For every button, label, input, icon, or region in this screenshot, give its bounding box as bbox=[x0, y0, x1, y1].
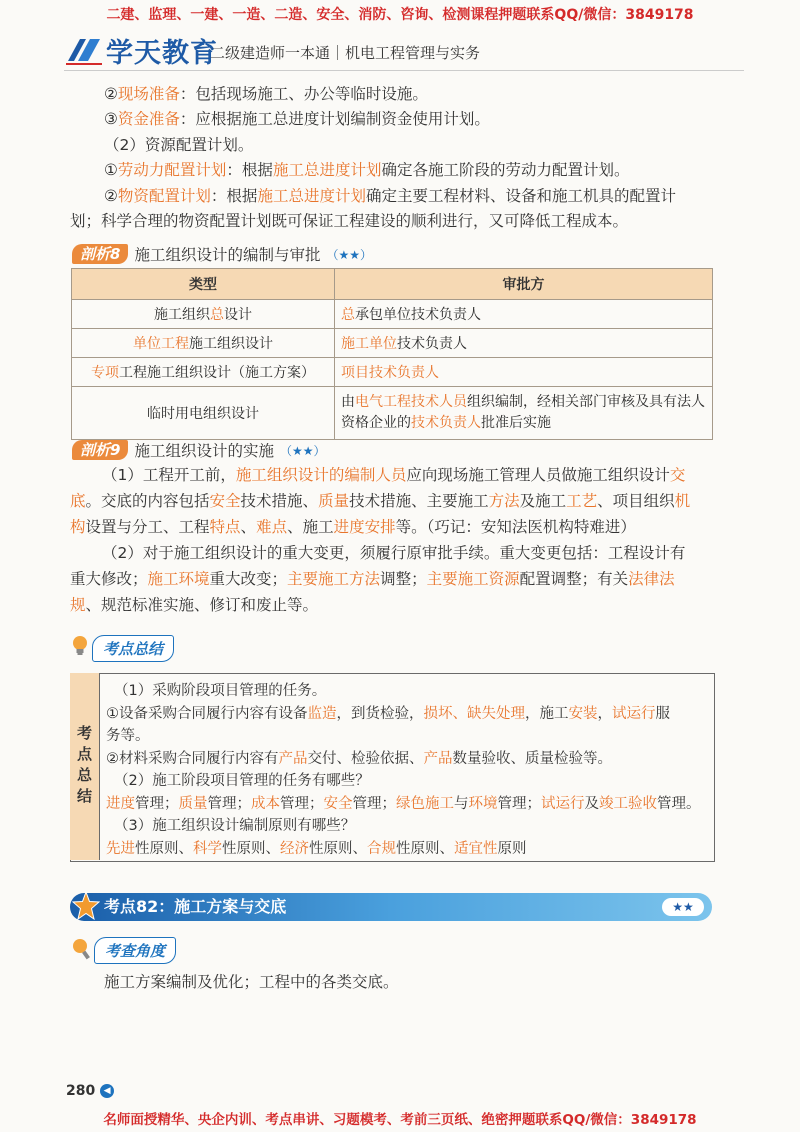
material-plan-line-2: 划；科学合理的物资配置计划既可保证工程建设的顺利进行，又可降低工程成本。 bbox=[70, 212, 629, 230]
table-cell-type: 单位工程施工组织设计 bbox=[72, 329, 335, 358]
table-row bbox=[72, 387, 713, 440]
table-cell-approver: 项目技术负责人 bbox=[335, 358, 713, 387]
arrow-left-icon: ◀ bbox=[100, 1084, 114, 1098]
material-plan-line: ②物资配置计划：根据施工总进度计划确定主要工程材料、设备和施工机具的配置计 bbox=[104, 187, 676, 205]
summary-line: 进度管理；质量管理；成本管理；安全管理；绿色施工与环境管理；试运行及竣工验收管理。 bbox=[106, 795, 701, 812]
lightbulb-icon bbox=[70, 634, 90, 662]
summary-line: （3）施工组织设计编制原则有哪些？ bbox=[114, 818, 356, 834]
approval-table bbox=[71, 268, 713, 440]
summary-line: 先进性原则、科学性原则、经济性原则、合规性原则、适宜性原则 bbox=[106, 840, 527, 857]
header-subtitle: 二级建造师一本通｜机电工程管理与实务 bbox=[210, 44, 481, 62]
table-cell-type: 临时用电组织设计 bbox=[72, 387, 335, 440]
section9-paragraph-1: （1）工程开工前，施工组织设计的编制人员应向现场施工管理人员做施工组织设计交 底。交底的内容包括安全技术措施、质量技术措施、主要施工方法及施工工艺、项目组织机 构设置与分工、工程特点、难点、施工进度安排等。（巧记：安知法医机构特难进） bbox=[70, 466, 691, 536]
keypoint82-title: 考点82：施工方案与交底 bbox=[104, 897, 287, 916]
star-icon bbox=[72, 891, 100, 925]
table-cell-type: 施工组织总设计 bbox=[72, 300, 335, 329]
summary-line: 务等。 bbox=[106, 728, 150, 744]
summary-sidebar bbox=[70, 673, 100, 860]
table-row bbox=[72, 329, 713, 358]
summary-line: （2）施工阶段项目管理的任务有哪些？ bbox=[114, 773, 370, 789]
table-cell-type: 专项工程施工组织设计（施工方案） bbox=[72, 358, 335, 387]
keypoint82-stars: ★★ bbox=[662, 898, 704, 916]
summary-side-char: 考 bbox=[76, 724, 92, 742]
header-divider bbox=[64, 70, 744, 71]
table-header-row bbox=[72, 269, 713, 300]
prep-site-line: ②现场准备：包括现场施工、办公等临时设施。 bbox=[104, 85, 428, 103]
angle-text: 施工方案编制及优化；工程中的各类交底。 bbox=[104, 973, 399, 991]
prep-fund-line: ③资金准备：应根据施工总进度计划编制资金使用计划。 bbox=[104, 110, 490, 128]
section9-heading bbox=[72, 439, 325, 461]
logo-icon bbox=[66, 35, 102, 65]
top-banner: 二建、监理、一建、一造、二造、安全、消防、咨询、检测课程押题联系QQ/微信：3849178 bbox=[106, 7, 694, 23]
summary-side-char: 总 bbox=[76, 766, 92, 784]
logo-text: 学天教育 bbox=[106, 37, 218, 69]
table-cell-approver: 总承包单位技术负责人 bbox=[335, 300, 713, 329]
magnifier-icon bbox=[70, 936, 92, 964]
summary-tag bbox=[70, 634, 174, 662]
summary-line: ①设备采购合同履行内容有设备监造，到货检验，损坏、缺失处理，施工安装，试运行服 bbox=[106, 705, 670, 722]
table-header-approver: 审批方 bbox=[335, 269, 713, 300]
resource-heading: （2）资源配置计划。 bbox=[104, 136, 254, 154]
section8-title: 施工组织设计的编制与审批 bbox=[134, 246, 321, 264]
table-cell-approver: 施工单位技术负责人 bbox=[335, 329, 713, 358]
section9-badge: 剖析9 bbox=[72, 440, 128, 460]
section9-stars: （★★） bbox=[279, 443, 326, 458]
angle-tag-label: 考查角度 bbox=[94, 937, 176, 964]
bottom-banner: 名师面授精华、央企内训、考点串讲、习题模考、考前三页纸、绝密押题联系QQ/微信：3849178 bbox=[103, 1112, 697, 1128]
section8-badge: 剖析8 bbox=[72, 244, 128, 264]
summary-line: （1）采购阶段项目管理的任务。 bbox=[114, 683, 327, 699]
page-number: 280 ◀ bbox=[66, 1083, 114, 1099]
section8-heading bbox=[72, 243, 372, 265]
angle-tag bbox=[70, 936, 176, 964]
summary-side-char: 结 bbox=[76, 787, 92, 805]
summary-side-char: 点 bbox=[76, 745, 92, 763]
table-row bbox=[72, 300, 713, 329]
section8-stars: （★★） bbox=[326, 247, 372, 262]
section9-title: 施工组织设计的实施 bbox=[134, 442, 274, 460]
table-row bbox=[72, 358, 713, 387]
table-cell-approver: 由电气工程技术人员组织编制，经相关部门审核及具有法人 资格企业的技术负责人批准后实施 bbox=[335, 387, 713, 440]
brand-logo bbox=[66, 33, 218, 67]
summary-content bbox=[106, 680, 710, 860]
labor-plan-line: ①劳动力配置计划：根据施工总进度计划确定各施工阶段的劳动力配置计划。 bbox=[104, 161, 630, 179]
summary-tag-label: 考点总结 bbox=[92, 635, 174, 662]
section9-paragraph-2: （2）对于施工组织设计的重大变更，须履行原审批手续。重大变更包括：工程设计有 重大修改；施工环境重大改变；主要施工方法调整；主要施工资源配置调整；有关法律法 规、规范标准实施、修订和废止等。 bbox=[70, 544, 686, 614]
table-header-type: 类型 bbox=[72, 269, 335, 300]
summary-line: ②材料采购合同履行内容有产品交付、检验依据、产品数量验收、质量检验等。 bbox=[106, 750, 612, 767]
